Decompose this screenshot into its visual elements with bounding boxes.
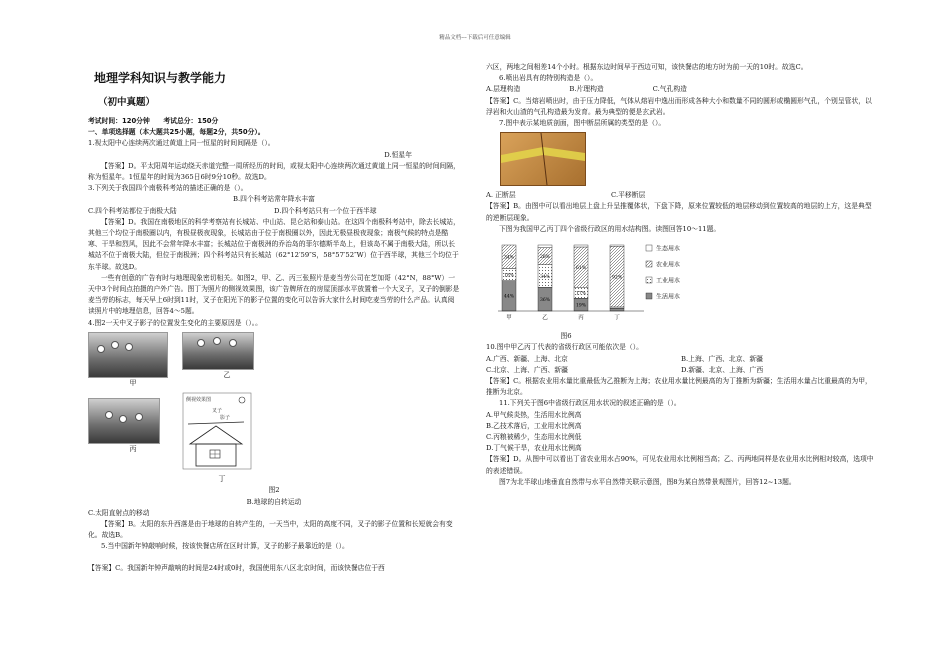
fig-label-ding: 丁 [218, 475, 226, 484]
right-column [486, 62, 876, 488]
data-label: 34% [539, 274, 551, 280]
q7-option-c: C.平移断层 [611, 191, 646, 200]
q5-answer-continued: 六区，两地之间相差14个小时。根据东边时间早于西边可知，该快餐店的地方时为前一天的10时。故选C。 [486, 63, 808, 71]
q11-option-c: C.丙粮被稀少，生态用水比例低 [486, 433, 582, 442]
sun-icon [213, 337, 221, 345]
sun-icon [135, 413, 143, 421]
category-label: 乙 [542, 315, 548, 322]
q3-option-d: D.四个科考站只有一个位于西半球 [274, 206, 377, 215]
q12-13-intro: 图7为北半球山地垂直自然带与水平自然带关联示意图，图8为某自然带景观图片，回答12~13题。 [499, 477, 796, 486]
bar-segment [538, 245, 552, 248]
fig6-caption: 图6 [560, 332, 572, 341]
q4-option-c: C.太阳直射点的移动 [88, 508, 150, 517]
legend-swatch [646, 293, 652, 299]
question-5: 5.当中国新年钟敲响时候，按该快餐店所在区时计算，叉子的影子最靠近的是（）。 [101, 542, 349, 551]
category-label: 丁 [614, 315, 620, 322]
category-label: 甲 [506, 315, 512, 322]
q1-answer: 【答案】D。平太阳周年运动绕天赤道完整一周所经历的时间，或视太阳中心连续两次通过黄道上同一恒星的时间间隔，称为恒星年。1恒星年的时间为365日6时9分10秒。故选D。 [88, 161, 460, 182]
question-1: 1.视太阳中心连续两次通过黄道上同一恒星的时间间隔是（）。 [88, 139, 275, 148]
sun-icon [239, 397, 245, 403]
sun-icon [229, 339, 237, 347]
q11-option-d: D.丁气候干旱，农业用水比例高 [486, 444, 582, 453]
q11-option-a: A.甲气候炎热，生活用水比例高 [486, 410, 582, 419]
question-4: 4.图2一天中叉子影子的位置发生变化的主要原因是（）。。 [88, 318, 262, 327]
q5-answer: 【答案】C。我国新年钟声敲响的时间是24时或0时，我国使用东八区北京时间，而该快餐店位于西 [88, 563, 385, 572]
diagram-caption: 侧视效果图 [186, 397, 212, 404]
legend-label: 工业用水 [656, 277, 681, 285]
house-body [196, 444, 236, 466]
sun-icon [111, 341, 119, 349]
q6-answer: 【答案】C。当熔岩喷出时，由于压力降低，气体从熔岩中逸出而形成各种大小和数量不同的圆形或椭圆形气孔，个别呈管状，以浮岩和火山渣的气孔构造最为发育。最为典型的便是玄武岩。 [486, 96, 872, 116]
q10-options-cd [486, 365, 876, 376]
q3-option-c: C.四个科考站都位于南极大陆 [88, 206, 177, 215]
photo-yi [182, 332, 254, 370]
data-label: 18% [503, 273, 515, 279]
data-label: 61% [575, 265, 587, 271]
q10-option-a: A.广西、新疆、上海、北京 [486, 354, 568, 363]
data-label: 34% [503, 255, 515, 261]
fault-block-diagram [500, 132, 586, 186]
section-heading: 一、单项选择题（本大题共25小题，每题2分，共50分）。 [88, 128, 265, 137]
document-subtitle: （初中真题） [98, 97, 156, 108]
sun-icon [97, 345, 105, 353]
legend-label: 生活用水 [656, 293, 681, 301]
sun-icon [125, 343, 133, 351]
question-3: 3.下列关于我国四个南极科考站的描述正确的是（）。 [88, 184, 248, 193]
legend-swatch [646, 261, 652, 267]
legend-label: 生态用水 [656, 245, 681, 253]
data-label: 26% [539, 255, 551, 261]
q11-option-b: B.乙技术落后，工业用水比例高 [486, 421, 582, 430]
photo-bing-block [88, 392, 178, 485]
q10-answer: 【答案】C。根据农业用水量比重最低为乙推断为上海；农业用水量比例最高的为丁推断为新疆；生活用水量占比重最高的为甲，推断为北京。 [486, 377, 872, 397]
q10-options-ab [486, 354, 876, 365]
question-7: 7.图中表示某地质剖面，图中断层所属的类型的是（）。 [499, 119, 666, 128]
diagram-ding-block [182, 392, 262, 485]
data-label: 17% [575, 291, 587, 297]
photo-jia-block [88, 332, 178, 389]
q7-options [486, 190, 736, 201]
q6-option-b: B.片理构造 [569, 85, 604, 94]
house-roof [190, 426, 242, 444]
question-6: 6.喷出岩具有的特别构造是（）。 [499, 74, 598, 83]
sun-icon [197, 339, 205, 347]
fig2-top-row [88, 332, 460, 389]
water-use-chart-svg [496, 239, 696, 325]
legend-label: 农业用水 [656, 261, 681, 269]
water-use-chart [496, 239, 876, 329]
fig6-intro: 下图为我国甲乙丙丁四个省级行政区的用水结构图。读图回答10～11题。 [499, 224, 721, 233]
fig2-caption: 图2 [268, 486, 280, 495]
fig-label-bing: 丙 [129, 445, 137, 454]
sun-icon [105, 411, 113, 419]
page-header: 精品文档---下载后可任意编辑 [439, 35, 511, 41]
bar-segment [610, 308, 624, 311]
data-label: 19% [575, 303, 587, 309]
shadow-label: 影子 [220, 415, 231, 422]
q7-option-a: A. 正断层 [486, 191, 516, 200]
q11-answer: 【答案】D。从图中可以看出丁省农业用水占90%，可见农业用水比例相当高；乙、丙两地同样是农业用水比例相对较高，选项中的表述错误。 [486, 455, 874, 475]
q3-options-cd [88, 206, 460, 217]
bar-segment [574, 245, 588, 247]
data-label: 44% [503, 294, 515, 300]
exam-meta: 考试时间：120分钟 考试总分：150分 [88, 117, 219, 125]
photo-bing [88, 398, 160, 444]
q7-answer: 【答案】B。由图中可以看出地层上盘上升呈推覆体状，下盘下降，原来位置较低的地层移动到位置较高的地层的上方，这是典型的逆断层现象。 [486, 202, 872, 222]
fork-label: 叉子 [212, 408, 223, 415]
fork-line [188, 422, 244, 424]
legend-swatch [646, 245, 652, 251]
photo-jia [88, 332, 168, 378]
left-column [88, 66, 460, 574]
document-title: 地理学科知识与教学能力 [94, 71, 227, 85]
data-label: 92% [611, 275, 623, 281]
q3-option-b: B.四个科考站常年降水丰富 [233, 195, 315, 204]
bar-segment [610, 245, 624, 246]
q6-options [486, 84, 736, 95]
fig2-bottom-row [88, 392, 460, 485]
q10-option-d: D.新疆、北京、上海、广西 [681, 365, 764, 374]
fig-label-jia: 甲 [129, 378, 137, 387]
q6-option-c: C.气孔构造 [652, 85, 687, 94]
photo-yi-block [182, 332, 272, 389]
q4-5-intro: 一些有创意的广告有时与地理现象密切相关。如图2，甲、乙、丙三张照片是麦当劳公司在芝加哥（42°N，88°W）一天中3个时间点拍摄的户外广告。图丁为照片的侧视效果图，该广告牌所在的房屋顶部水平放置着一个大叉子，叉子的倒影是麦当劳的标志，每天早上6时到11时，叉子在阳光下的影子位置的变化可以告诉大家什么时间吃麦当劳的什么产品。认真阅读照片中的地理信息，回答4～5题。 [88, 273, 460, 316]
q4-answer: 【答案】B。太阳的东升西落是由于地球的自转产生的，一天当中，太阳的高度不同，叉子的影子位置和长短就会有变化。故选B。 [88, 520, 453, 540]
question-10: 10.图中甲乙丙丁代表的省级行政区可能依次是（）。 [486, 343, 643, 352]
category-label: 丙 [578, 315, 584, 322]
q10-option-b: B.上海、广西、北京、新疆 [681, 354, 763, 363]
fig-label-yi: 乙 [223, 370, 231, 379]
side-view-diagram [182, 392, 252, 470]
q3-answer: 【答案】D。我国在南极地区的科学考察站有长城站、中山站、昆仑站和泰山站。在这四个南极科考站中，除去长城站，其他三个均位于南极圈以内，有极昼极夜现象，长城站由于位于南极圈以外，因此无极昼极夜现象；南极气候的特点是酷寒、干旱和烈风，因此不会常年降水丰富；长城站位于南极洲的乔治岛的菲尔德斯半岛上，但该岛不属于南极大陆，所以长城站不位于南极大陆，但位于南极洲；四个科考站只有长城站（62°12′59″S，58°57′52″W）位于西半球，其他三个均位于东半球。故选D。 [88, 217, 460, 271]
q1-option-d: D.恒星年 [384, 150, 412, 159]
data-label: 36% [539, 297, 551, 303]
q4-option-b: B.地球的自转运动 [246, 497, 302, 506]
q10-option-c: C.北京、上海、广西、新疆 [486, 365, 568, 374]
legend-swatch [646, 277, 652, 283]
question-11: 11.下列关于图6中省级行政区用水状况的叙述正确的是（）。 [499, 399, 681, 408]
q6-option-a: A.层理构造 [486, 85, 521, 94]
sun-icon [119, 415, 127, 423]
